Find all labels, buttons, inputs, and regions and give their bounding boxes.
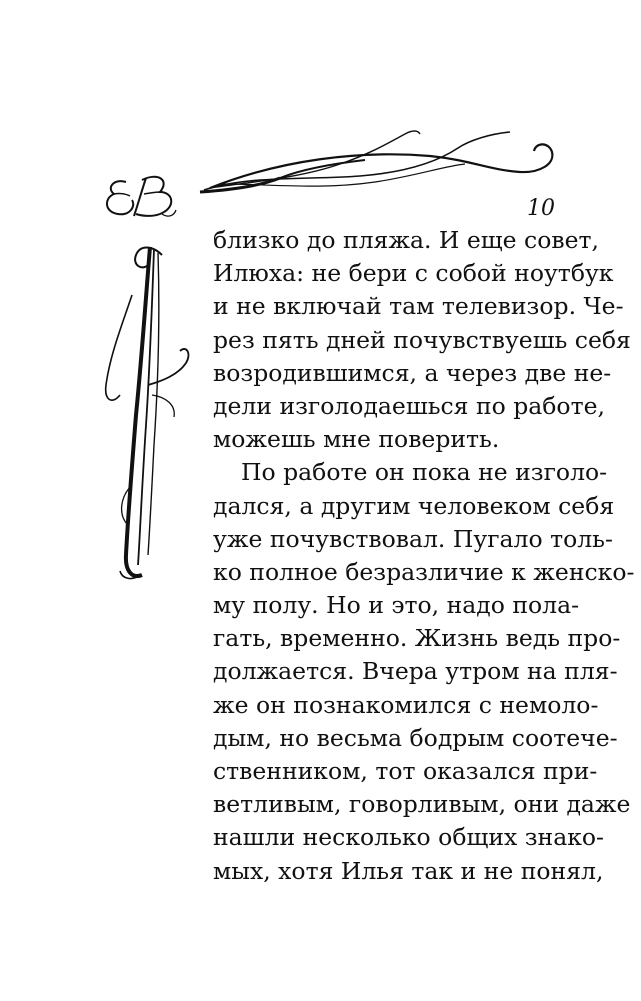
eb-monogram-logo [96,160,196,230]
text-line: возродившимся, а через две не- [213,358,612,387]
text-line: рез пять дней почувствуешь себя [213,325,631,354]
text-line: ко полное безразличие к женско- [213,557,635,586]
text-line: ственником, тот оказался при- [213,757,598,785]
text-line: По работе он пока не изголо- [241,458,608,487]
text-line: ветливым, говорливым, они даже [213,790,631,819]
top-flourish-ornament [190,120,570,210]
text-line: дели изголодаешься по работе, [213,391,605,420]
text-line: мых, хотя Илья так и не понял, [213,856,604,885]
text-line: можешь мне поверить. [213,425,500,454]
ornamental-initial-flourish [92,235,212,585]
text-line: гать, временно. Жизнь ведь про- [213,624,621,653]
text-line: и не включай там телевизор. Че- [213,292,624,321]
text-line: же он познакомился с немоло- [213,690,599,719]
text-line: нашли несколько общих знако- [213,823,604,852]
text-line: должается. Вчера утром на пля- [213,657,618,686]
body-text [213,224,635,888]
text-line: уже почувствовал. Пугало толь- [213,524,613,553]
text-line: му полу. Но и это, надо пола- [213,591,580,620]
page-number: 10 [527,196,555,221]
text-line: дался, а другим человеком себя [213,491,615,520]
text-line: близко до пляжа. И еще совет, [213,226,599,254]
text-line: дым, но весьма бодрым соотече- [213,723,618,752]
text-line: Илюха: не бери с собой ноутбук [213,259,614,288]
